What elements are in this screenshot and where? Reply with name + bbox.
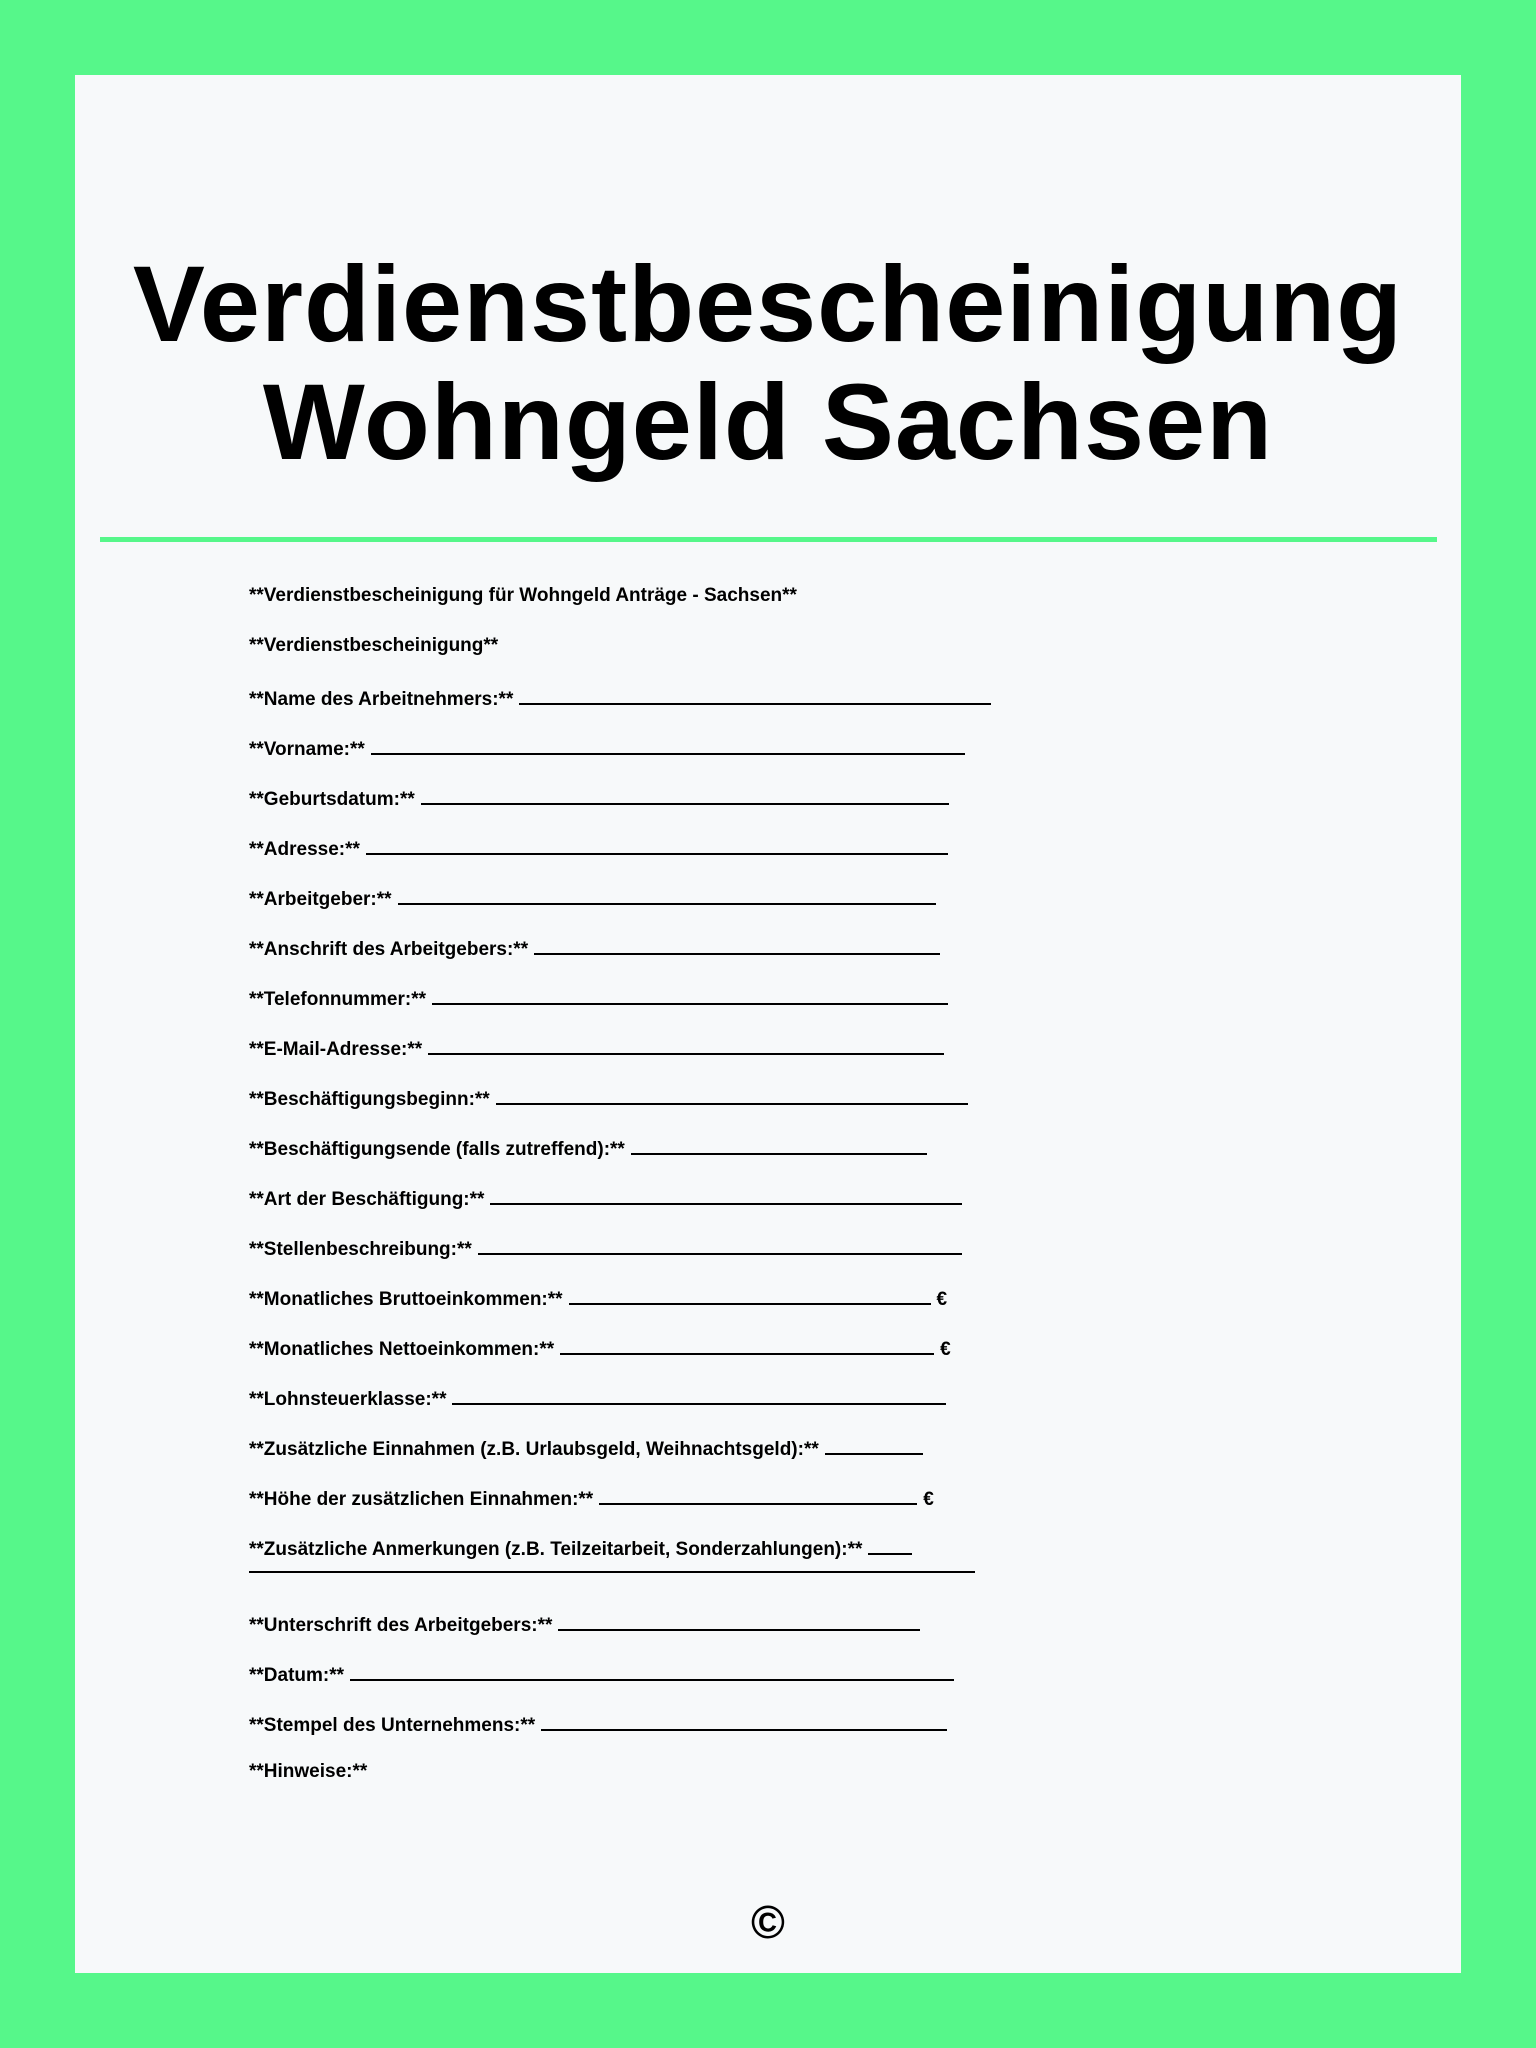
field-arbeitgeber <box>249 885 1149 935</box>
field-label: **Telefonnummer:** <box>249 989 427 1010</box>
field-label: **Monatliches Bruttoeinkommen:** <box>249 1289 563 1310</box>
field-blank-datum[interactable] <box>350 1661 954 1681</box>
field-blank-telefon[interactable] <box>432 985 948 1005</box>
field-label: **Art der Beschäftigung:** <box>249 1189 485 1210</box>
document-page <box>75 75 1461 1973</box>
field-label: **Anschrift des Arbeitgebers:** <box>249 939 529 960</box>
field-blank-beginn[interactable] <box>496 1085 968 1105</box>
field-beginn <box>249 1085 1149 1135</box>
field-unterschrift <box>249 1611 1149 1661</box>
field-blank-hoehe[interactable] <box>599 1485 917 1505</box>
form-content <box>249 585 1149 1811</box>
title-line-1: Verdienstbescheinigung <box>132 243 1404 364</box>
field-blank-netto[interactable] <box>560 1335 934 1355</box>
form-subheading <box>249 635 1149 685</box>
field-blank-vorname[interactable] <box>371 735 965 755</box>
field-label: **Vorname:** <box>249 739 365 760</box>
field-hinweise <box>249 1761 1149 1811</box>
field-datum <box>249 1661 1149 1711</box>
field-label: **Adresse:** <box>249 839 360 860</box>
currency-euro: € <box>940 1339 951 1360</box>
field-hoehe <box>249 1485 1149 1535</box>
field-email <box>249 1035 1149 1085</box>
field-label: **Lohnsteuerklasse:** <box>249 1389 447 1410</box>
field-blank-unterschrift[interactable] <box>558 1611 920 1631</box>
field-blank-art[interactable] <box>490 1185 962 1205</box>
field-blank-lohnsteuer[interactable] <box>452 1385 946 1405</box>
field-lohnsteuer <box>249 1385 1149 1435</box>
field-label: **Hinweise:** <box>249 1761 368 1782</box>
field-label: **Name des Arbeitnehmers:** <box>249 689 514 710</box>
copyright-icon: © <box>751 1896 785 1948</box>
field-telefon <box>249 985 1149 1035</box>
field-blank-name[interactable] <box>519 685 991 705</box>
field-geburtsdatum <box>249 785 1149 835</box>
field-blank-geburtsdatum[interactable] <box>421 785 949 805</box>
field-adresse <box>249 835 1149 885</box>
field-blank-stelle[interactable] <box>478 1235 962 1255</box>
field-label: **Beschäftigungsbeginn:** <box>249 1089 490 1110</box>
field-blank-anmerkungen[interactable] <box>868 1535 912 1555</box>
field-blank-brutto[interactable] <box>569 1285 931 1305</box>
field-label: **E-Mail-Adresse:** <box>249 1039 423 1060</box>
field-label: **Datum:** <box>249 1665 345 1686</box>
field-blank-arbeitgeber[interactable] <box>398 885 936 905</box>
field-blank-anschrift[interactable] <box>534 935 940 955</box>
field-blank-adresse[interactable] <box>366 835 948 855</box>
field-label: **Zusätzliche Einnahmen (z.B. Urlaubsgeld, Weihnachtsgeld):** <box>249 1439 819 1460</box>
subheading-text: **Verdienstbescheinigung** <box>249 635 499 656</box>
field-zusatz <box>249 1435 1149 1485</box>
field-brutto <box>249 1285 1149 1335</box>
field-ende <box>249 1135 1149 1185</box>
field-label: **Stempel des Unternehmens:** <box>249 1715 536 1736</box>
field-label: **Geburtsdatum:** <box>249 789 415 810</box>
field-art <box>249 1185 1149 1235</box>
field-blank-ende[interactable] <box>631 1135 927 1155</box>
form-heading <box>249 585 1149 635</box>
title-line-2: Wohngeld Sachsen <box>262 361 1274 482</box>
field-label: **Monatliches Nettoeinkommen:** <box>249 1339 555 1360</box>
field-anmerkungen <box>249 1535 1149 1563</box>
field-stelle <box>249 1235 1149 1285</box>
heading-text: **Verdienstbescheinigung für Wohngeld Anträge - Sachsen** <box>249 585 797 606</box>
field-vorname <box>249 735 1149 785</box>
field-name <box>249 685 1149 735</box>
field-label: **Beschäftigungsende (falls zutreffend):** <box>249 1139 625 1160</box>
field-label: **Höhe der zusätzlichen Einnahmen:** <box>249 1489 594 1510</box>
field-label: **Arbeitgeber:** <box>249 889 392 910</box>
currency-euro: € <box>923 1489 934 1510</box>
field-blank-email[interactable] <box>428 1035 944 1055</box>
title-divider <box>100 537 1437 542</box>
field-blank-zusatz[interactable] <box>825 1435 923 1455</box>
field-label: **Unterschrift des Arbeitgebers:** <box>249 1615 553 1636</box>
field-label: **Stellenbeschreibung:** <box>249 1239 472 1260</box>
field-blank-stempel[interactable] <box>541 1711 947 1731</box>
field-blank-anmerkungen-line2[interactable] <box>249 1571 975 1573</box>
document-title <box>75 245 1461 481</box>
field-stempel <box>249 1711 1149 1761</box>
field-label: **Zusätzliche Anmerkungen (z.B. Teilzeitarbeit, Sonderzahlungen):** <box>249 1539 863 1560</box>
field-netto <box>249 1335 1149 1385</box>
currency-euro: € <box>936 1289 948 1310</box>
field-anschrift <box>249 935 1149 985</box>
